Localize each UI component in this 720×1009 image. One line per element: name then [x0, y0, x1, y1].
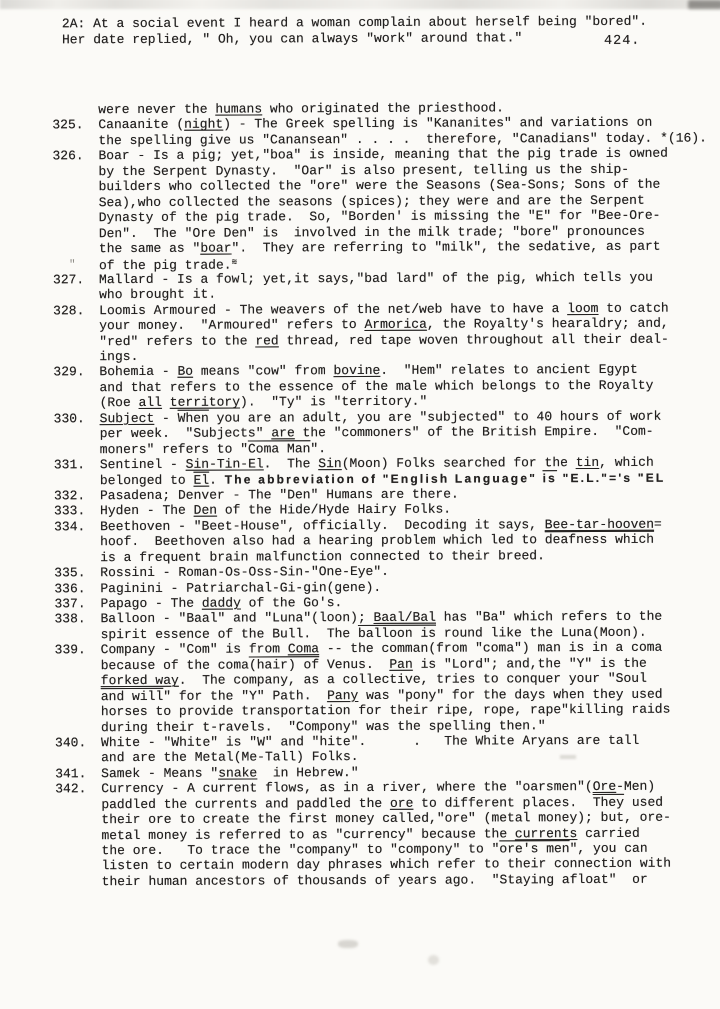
body-line: metal money is referred to as "currency" because the currents carried — [101, 825, 640, 843]
body-line: 334. Beethoven - "Beet-House", officially. Decoding it says, Bee-tar-hooven= — [54, 516, 662, 535]
margin-stray-mark: " — [68, 259, 76, 272]
body-line: is a frequent brain malfunction connected to their breed. — [100, 547, 545, 565]
body-line: your money. "Armoured" refers to Armorica, the Royalty's hearaldry; and, — [99, 315, 669, 334]
body-line: per week. "Subjects" are the "commoners" of the British Empire. "Com- — [99, 423, 654, 442]
body-line: and are the Metal(Me-Tall) Folks. — [101, 749, 359, 766]
body-line: Sea),who collected the seasons (spices); they were and are the Serpent — [98, 192, 645, 210]
body-line: the same as "boar". They are referring to "milk", the sedative, as part — [98, 238, 661, 257]
body-line: Den". The "Ore Den" is involved in the milk trade; "bore" pronounces — [98, 223, 645, 241]
page-number: 424. — [603, 33, 641, 49]
body-line: 327. Mallard - Is a fowl; yet,it says,"bad lard" of the pig, which tells you — [52, 269, 653, 288]
body-line: 339. Company - "Com" is from Coma -- the comman(from "coma") man is in a coma — [54, 639, 663, 658]
entry-number: 338. — [54, 611, 86, 627]
entry-number: 334. — [54, 519, 86, 535]
body-line: their human ancestors of thousands of years ago. "Staying afloat" or — [101, 871, 648, 890]
body-line: moners" refers to "Coma Man". — [99, 440, 327, 457]
body-line: by the Serpent Dynasty. "Oar" is also present, telling us the ship- — [98, 161, 630, 179]
entry-number: 336. — [54, 580, 86, 596]
body-line: paddled the currents and paddled the ore to different places. They used — [101, 794, 664, 812]
body-line: 325. Canaanite (night) - The Greek spelling is "Kananites" and variations on — [52, 115, 653, 133]
body-line: during their t-ravels. "Compony" was the spelling then." — [100, 717, 546, 735]
body-line: hoof. Beethoven also had a hearing problem which led to deafness which — [100, 531, 655, 550]
entry-number: 326. — [52, 148, 84, 164]
bottom-smudge — [338, 940, 358, 948]
bottom-smudge — [428, 955, 439, 965]
body-line: 326. Boar - Is a pig; yet,"boa" is inside, meaning that the pig trade is owned — [52, 145, 669, 164]
entry-number: 342. — [55, 781, 87, 797]
body-line: 342. Currency - A current flows, as in a river, where the "oarsmen"(Ore-Men) — [55, 778, 656, 797]
body-line: 330. Subject - When you are an adult, you are "subjected" to 40 hours of work — [53, 408, 662, 427]
body-line: 329. Bohemia - Bo means "cow" from bovine. "Hem" relates to ancient Egypt — [53, 362, 638, 380]
body-line: the spelling give us "Canansean" . . . . therefore, "Canadians" today. *(16). — [98, 130, 707, 149]
entry-number: 332. — [53, 488, 86, 504]
mid-smudge — [560, 755, 576, 759]
body-line: 328. Loomis Armoured - The weavers of the net/web have to have a loom to catch — [53, 300, 669, 319]
entry-number: 340. — [55, 735, 87, 751]
body-line: who brought it. — [99, 286, 217, 303]
body-line: forked way. The company, as a collective, tries to conquer your "Soul — [100, 670, 647, 689]
handwritten-annotation — [62, 14, 682, 48]
body-line: horses to provide transportation for their ripe, rope, rape"killing raids — [100, 701, 671, 720]
body-line: 333. Hyden - The Den of the Hide/Hyde Hairy Folks. — [53, 501, 452, 519]
body-line: Dynasty of the pig trade. So, "Borden' is missing the "E" for "Bee-Ore- — [98, 207, 661, 226]
body-line: ings. — [99, 348, 139, 365]
body-line: 338. Balloon - "Baal" and "Luna"(loon); Baal/Bal has "Ba" which refers to the — [54, 609, 663, 627]
body-line: 337. Papago - The daddy of the Go's. — [54, 595, 343, 612]
body-text — [52, 99, 720, 889]
body-line: their ore to create the first money called,"ore" (metal money); but, ore- — [101, 809, 671, 828]
body-line: spirit essence of the Bull. The balloon is round like the Luna(Moon). — [100, 624, 647, 643]
body-line: of the pig trade.≋ — [98, 257, 237, 274]
entry-number: 329. — [53, 364, 85, 380]
body-line: listen to certain modern day phrases which refer to their connection with — [101, 856, 672, 874]
entry-number: 339. — [54, 642, 86, 658]
entry-number: 331. — [53, 457, 86, 473]
entry-number: 341. — [55, 766, 87, 782]
stamp-mark: ≋ — [231, 257, 237, 268]
body-line: because of the coma(hair) of Venus. Pan is "Lord"; and,the "Y" is the — [100, 655, 647, 673]
annotation-line-2: Her date replied, " Oh, you can always "work" around that." — [61, 29, 523, 47]
entry-number: 330. — [53, 410, 85, 427]
body-line: 340. White - "White" is "W" and "hite". . The White Aryans are tall — [55, 732, 640, 751]
body-line: 331. Sentinel - Sin-Tin-El. The Sin(Moon) Folks searched for the tin, which — [53, 454, 654, 473]
body-line: builders who collected the "ore" were the Seasons (Sea-Sons; Sons of the — [98, 176, 661, 195]
entry-number: 333. — [53, 503, 86, 519]
body-line: 332. Pasadena; Denver - The "Den" Humans are there. — [53, 486, 459, 504]
body-line: 336. Paginini - Patriarchal-Gi-gin(gene). — [54, 579, 382, 596]
entry-number: 337. — [54, 596, 86, 612]
body-line: the ore. To trace the "company" to "compony" to "ore's men", you can — [101, 840, 648, 859]
body-line: were never the humans who originated the priesthood. — [98, 100, 504, 118]
body-line: "red" refers to the red thread, red tape woven throughout all their deal- — [99, 331, 669, 349]
body-line: belonged to El. The abbreviation of "English Language" $\overline{is}$ "E.L."='s "EL — [99, 470, 666, 488]
body-line: 335. Rossini - Roman-Os-Oss-Sin-"One-Eye". — [54, 563, 389, 581]
entry-number: 328. — [53, 302, 85, 319]
entry-number: 335. — [54, 565, 86, 581]
body-line: and will" for the "Y" Path. Pany was "pony" for the days when they used — [100, 686, 663, 704]
entry-number: 325. — [52, 117, 84, 133]
annotation-line-1: 2A: At a social event I heard a woman complain about herself being "bored". — [61, 13, 648, 32]
body-line: 341. Samek - Means "snake in Hebrew." — [55, 764, 359, 782]
entry-number: 327. — [52, 272, 85, 288]
body-line: and that refers to the essence of the male which belongs to the Royalty — [99, 377, 654, 396]
body-line: (Roe all territory). "Ty" is "territory." — [99, 394, 428, 411]
